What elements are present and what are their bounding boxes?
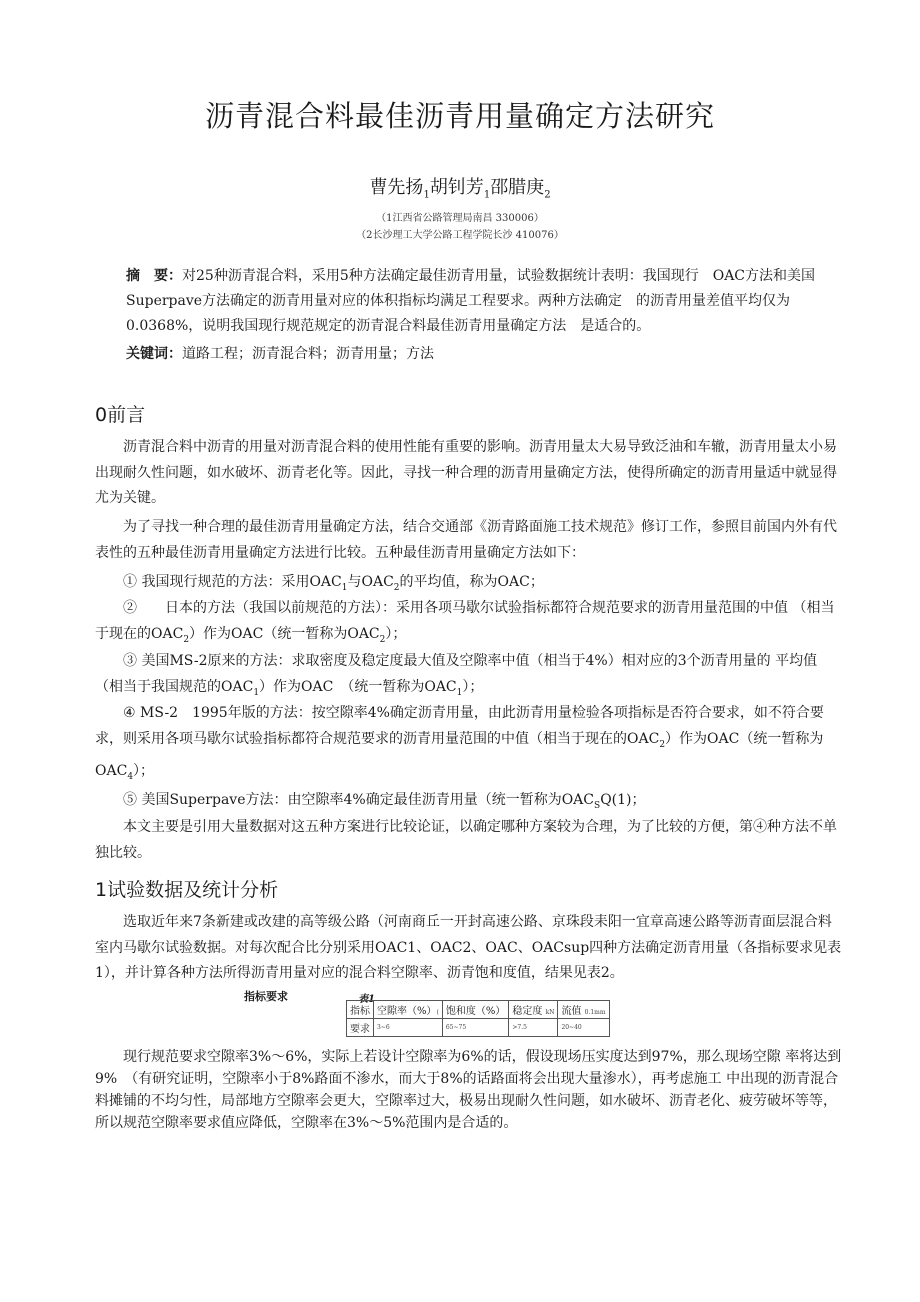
abstract-text: 对25种沥青混合料，采用5种方法确定最佳沥青用量，试验数据统计表明：我国现行 OAC方法和美国Superpave方法确定的沥青用量对应的体积指标均满足工程要求。两种方法确定 的沥青用量差值平均仅为0.0368%，说明我国现行规范规定的沥青混合料最佳沥青用量确定方法 是适合的。	[126, 268, 816, 334]
table-row-header: 要求	[347, 1019, 374, 1037]
keywords	[126, 343, 844, 363]
paper-title: 沥青混合料最佳沥青用量确定方法研究	[204, 99, 715, 133]
author-mark: 1	[423, 189, 430, 201]
table-row	[347, 1019, 610, 1037]
author-name: 胡钊芳	[429, 177, 484, 198]
section-heading: 0前言	[95, 404, 146, 426]
author-list	[0, 173, 920, 201]
author-name: 曹先扬	[369, 177, 424, 198]
abstract	[126, 264, 844, 339]
table-header-cell: 空隙率（%）(	[374, 1001, 443, 1019]
table-label: 指标要求	[244, 990, 288, 1003]
author-mark: 1	[483, 189, 491, 201]
table-header-cell: 流值 0.1mm	[558, 1001, 609, 1019]
paragraph: 现行规范要求空隙率3%〜6%，实际上若设计空隙率为6%的话，假设现场压实度达到97%，那么现场空隙 率将达到9% （有研究证明，空隙率小于8%路面不渗水，而大于8%的话路面将会出现大量渗水），再考虑施工 中出现的沥青混合料摊铺的不均匀性，局部地方空隙率会更大，空隙率过大，极易出现耐久性问题，如水破坏、沥青老化、疲劳破坏等等，所以规范空隙率要求值应降低，空隙率在3%〜5%范围内是合适的。	[95, 1049, 842, 1131]
affiliation: （2长沙理工大学公路工程学院长沙 410076）	[356, 230, 564, 241]
method-item: ① 我国现行规范的方法：采用$OAC_1$与$OAC_2$的平均值，称为OAC；	[123, 574, 544, 593]
method-item: ④ MS-2 1995年版的方法：按空隙率4%确定沥青用量，由此沥青用量检验各项指标是否符合要求，如不符合要求，则采用各项马歇尔试验指标都符合规范要求的沥青用量范围的中值（相当于现在的$OAC_2$）作为OAC（统一暂称为$OAC_4$）；	[95, 705, 824, 782]
requirements-table	[346, 1000, 610, 1037]
keywords-text: 道路工程；沥青混合料；沥青用量；方法	[182, 346, 434, 362]
method-item: ③ 美国MS-2原来的方法：求取密度及稳定度最大值及空隙率中值（相当于4%）相对应的3个沥青用量的 平均值（相当于我国规范的$OAC_1$）作为OAC （统一暂称为$OAC_1$）；	[95, 653, 818, 698]
abstract-label: 摘 要：	[126, 268, 182, 284]
method-item: ⑤ 美国Superpave方法：由空隙率4%确定最佳沥青用量（统一暂称为$OAC_SQ(1)$；	[123, 792, 646, 811]
table-row	[347, 1001, 610, 1019]
paragraph: 本文主要是引用大量数据对这五种方案进行比较论证，以确定哪种方案较为合理，为了比较的方便，第④种方法不单独比较。	[95, 819, 837, 861]
table-cell: >7.5	[509, 1019, 558, 1037]
table-cell: 3~6	[374, 1019, 443, 1037]
table-header-cell: 饱和度（%）	[442, 1001, 509, 1019]
table-caption: 表1	[358, 994, 375, 1005]
author-mark: 2	[544, 189, 551, 201]
section-heading: 1试验数据及统计分析	[95, 879, 279, 901]
method-item: ② 日本的方法（我国以前规范的方法）：采用各项马歇尔试验指标都符合规范要求的沥青用量范围的中值 （相当于现在的$OAC_2$）作为OAC（统一暂称为$OAC_2$）；	[95, 600, 835, 645]
table-cell: 20~40	[558, 1019, 609, 1037]
table-cell: 65~75	[442, 1019, 509, 1037]
table-row-header: 指标	[347, 1001, 374, 1019]
author-name: 邵腊庚	[490, 177, 545, 198]
table-header-cell: 稳定度 kN	[509, 1001, 558, 1019]
paragraph: 为了寻找一种合理的最佳沥青用量确定方法，结合交通部《沥青路面施工技术规范》修订工作，参照目前国内外有代表性的五种最佳沥青用量确定方法进行比较。五种最佳沥青用量确定方法如下：	[95, 519, 837, 561]
affiliation: （1江西省公路管理局南昌 330006）	[376, 213, 544, 224]
paragraph: 沥青混合料中沥青的用量对沥青混合料的使用性能有重要的影响。沥青用量太大易导致泛油和车辙，沥青用量太小易出现耐久性问题，如水破坏、沥青老化等。因此，寻找一种合理的沥青用量确定方法，使得所确定的沥青用量适中就显得尤为关键。	[95, 439, 837, 506]
keywords-label: 关键词：	[126, 346, 182, 362]
paragraph: 选取近年来7条新建或改建的高等级公路（河南商丘一开封高速公路、京珠段耒阳一宜章高速公路等沥青面层混合料室内马歇尔试验数据。对每次配合比分别采用OAC1、OAC2、OAC、OACsup四种方法确定沥青用量（各指标要求见表1），并计算各种方法所得沥青用量对应的混合料空隙率、沥青饱和度值，结果见表2。	[95, 914, 842, 981]
